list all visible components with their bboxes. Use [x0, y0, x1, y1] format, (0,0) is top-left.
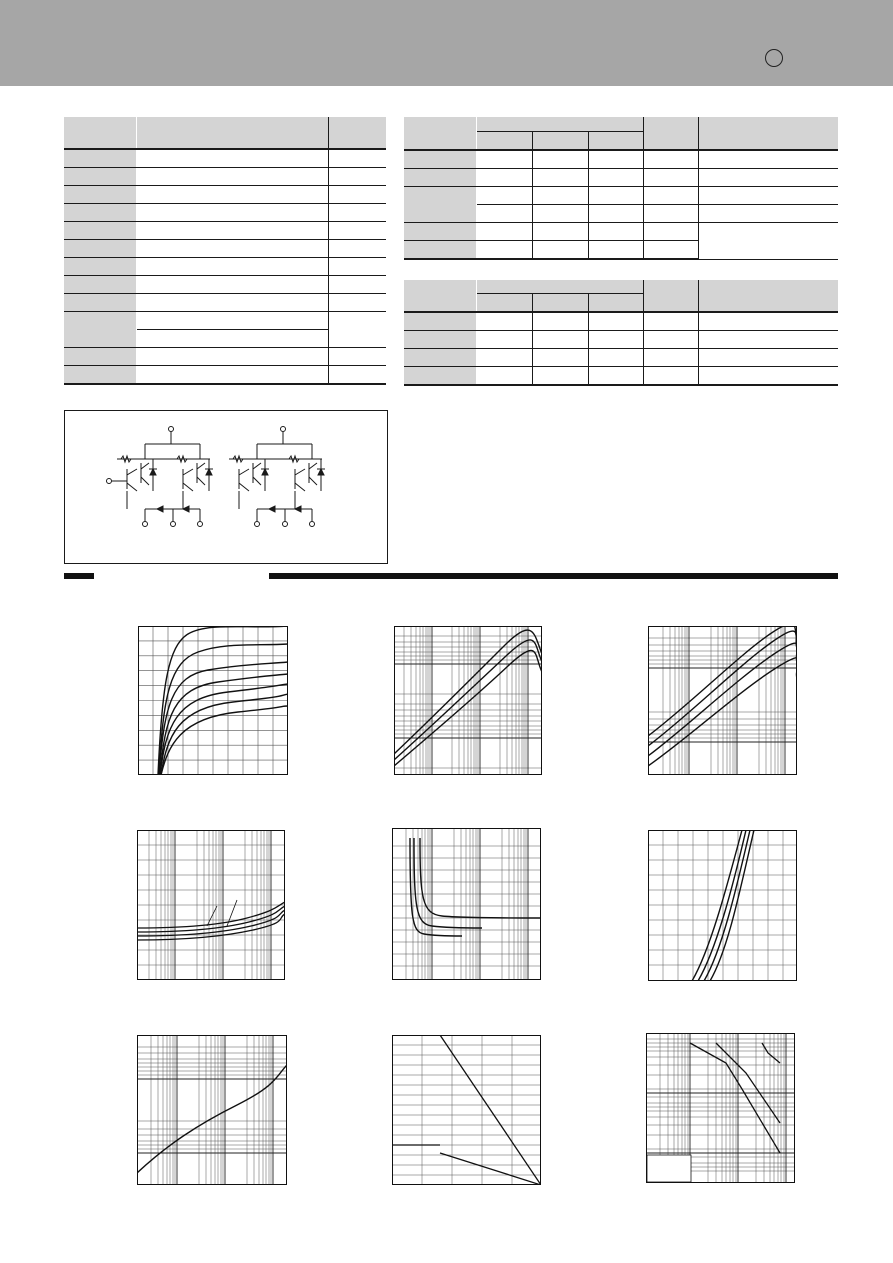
graph-2	[394, 626, 542, 775]
graph-6	[648, 830, 797, 981]
section-bar-right	[269, 573, 838, 579]
table-row	[64, 366, 386, 385]
table-row	[64, 222, 386, 240]
table-row	[404, 150, 838, 169]
table-row	[64, 186, 386, 204]
table-row	[64, 168, 386, 186]
graph-9	[646, 1033, 795, 1183]
table-row	[64, 348, 386, 366]
table-row	[64, 294, 386, 312]
table-row	[404, 331, 838, 349]
table-row	[64, 276, 386, 294]
header-band	[0, 0, 893, 86]
graph-4	[137, 830, 285, 980]
table-header-row	[404, 117, 838, 132]
table-header-row	[64, 117, 386, 149]
circuit-schematic-icon	[65, 411, 387, 563]
graph-8	[392, 1035, 541, 1185]
graph-1	[138, 626, 288, 775]
table-row	[404, 187, 838, 205]
table-row	[404, 169, 838, 187]
electrical-characteristics-table	[404, 117, 838, 260]
table-row	[404, 349, 838, 367]
section-bar-left	[64, 573, 94, 579]
table-row	[64, 204, 386, 222]
equivalent-circuit-panel	[64, 410, 388, 564]
circle-mark-icon	[765, 49, 783, 67]
table-row	[64, 149, 386, 168]
table-row	[404, 223, 838, 241]
table-header-row	[404, 280, 838, 294]
graph-3	[648, 626, 797, 775]
graph-7	[137, 1035, 287, 1185]
table-row	[404, 312, 838, 331]
table-row	[64, 312, 386, 330]
table-row	[64, 240, 386, 258]
graph-5	[392, 828, 541, 980]
switching-characteristics-table	[404, 280, 838, 386]
table-row	[64, 258, 386, 276]
table-row	[404, 367, 838, 386]
max-ratings-table	[64, 117, 386, 385]
